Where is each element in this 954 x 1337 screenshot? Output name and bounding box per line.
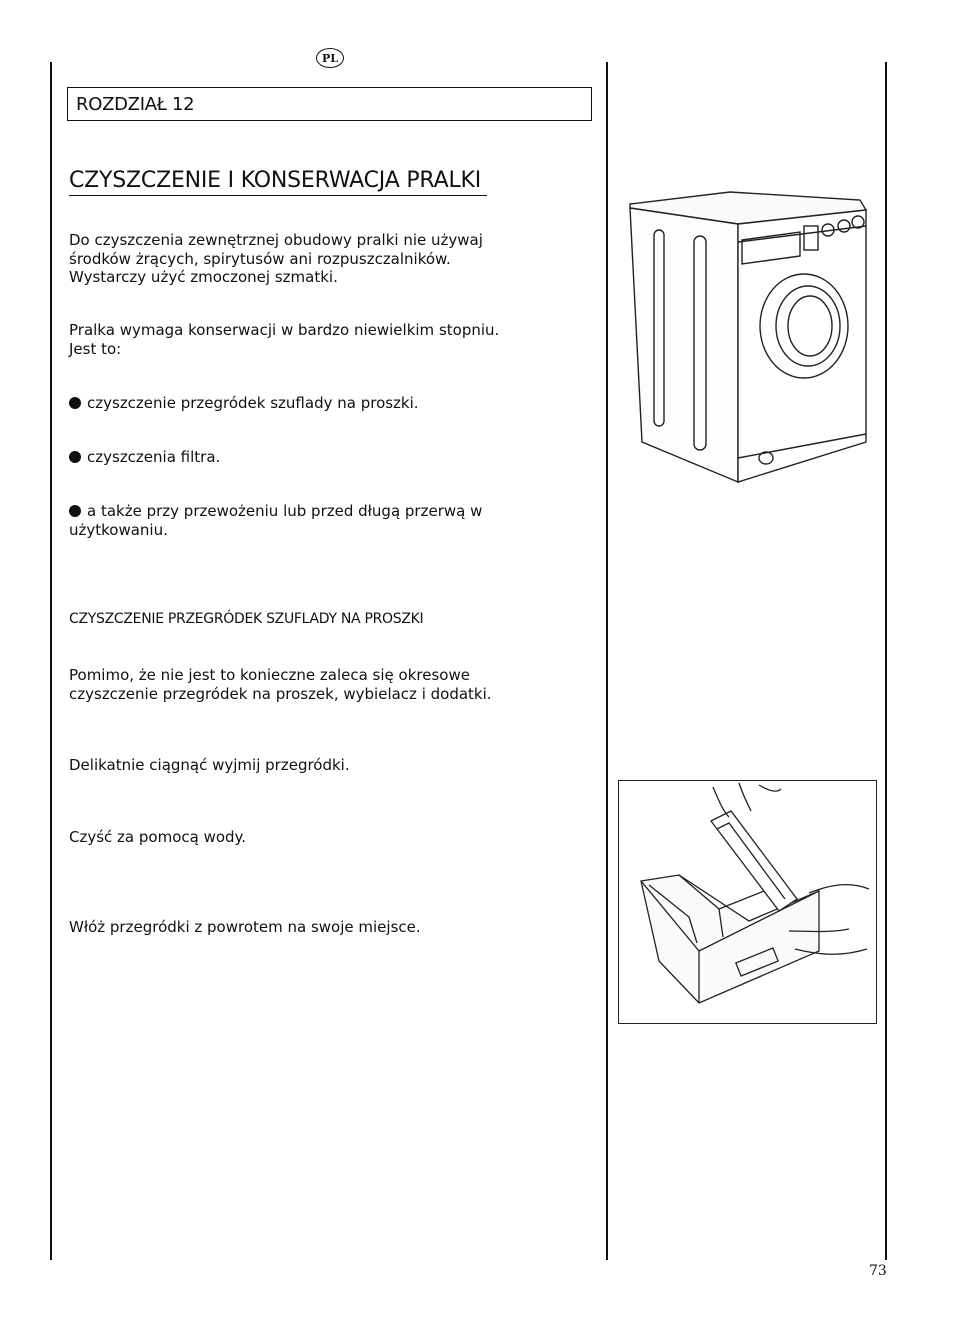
right-margin-rule [885, 62, 887, 1260]
section-step-2: Czyść za pomocą wody. [69, 828, 247, 846]
bullet-text: czyszczenie przegródek szuflady na proszki. [87, 394, 419, 412]
intro-paragraph-1 [69, 231, 569, 287]
bullet-dot-icon [69, 451, 81, 463]
bullet-dot-icon [69, 397, 81, 409]
text-line: środków żrących, spirytusów ani rozpuszczalników. [69, 249, 451, 268]
bullet-text: a także przy przewożeniu lub przed długą przerwą w [87, 502, 483, 520]
page-title: CZYSZCZENIE I KONSERWACJA PRALKI [69, 168, 487, 196]
drawer-cleaning-illustration-frame [618, 780, 877, 1024]
bullet-text: czyszczenia filtra. [87, 448, 221, 466]
page-number: 73 [869, 1263, 887, 1279]
bullet-item [69, 448, 569, 467]
washing-machine-illustration [620, 186, 872, 486]
bullet-item [69, 394, 569, 413]
text-line: czyszczenie przegródek na proszek, wybielacz i dodatki. [69, 684, 492, 703]
bullet-item [69, 502, 569, 539]
section-paragraph-1 [69, 666, 569, 703]
text-line: Pomimo, że nie jest to konieczne zaleca się okresowe [69, 666, 470, 684]
section-step-3: Włóż przegródki z powrotem na swoje miejsce. [69, 918, 421, 936]
text-line: Jest to: [69, 339, 122, 358]
text-line: Wystarczy użyć zmoczonej szmatki. [69, 268, 338, 286]
chapter-label: ROZDZIAŁ 12 [76, 93, 195, 115]
chapter-box [67, 87, 592, 121]
text-line: Do czyszczenia zewnętrznej obudowy pralki nie używaj [69, 231, 483, 249]
detergent-drawer-illustration [619, 781, 876, 1023]
bullet-dot-icon [69, 505, 81, 517]
bullet-text-continuation: użytkowaniu. [69, 520, 168, 539]
section-heading: CZYSZCZENIE PRZEGRÓDEK SZUFLADY NA PROSZKI [69, 611, 424, 627]
left-margin-rule [50, 62, 52, 1260]
intro-paragraph-2 [69, 321, 569, 358]
section-step-1: Delikatnie ciągnąć wyjmij przegródki. [69, 756, 350, 774]
text-line: Pralka wymaga konserwacji w bardzo niewielkim stopniu. [69, 321, 500, 339]
column-divider-rule [606, 62, 608, 1260]
language-badge: PL [316, 48, 344, 68]
